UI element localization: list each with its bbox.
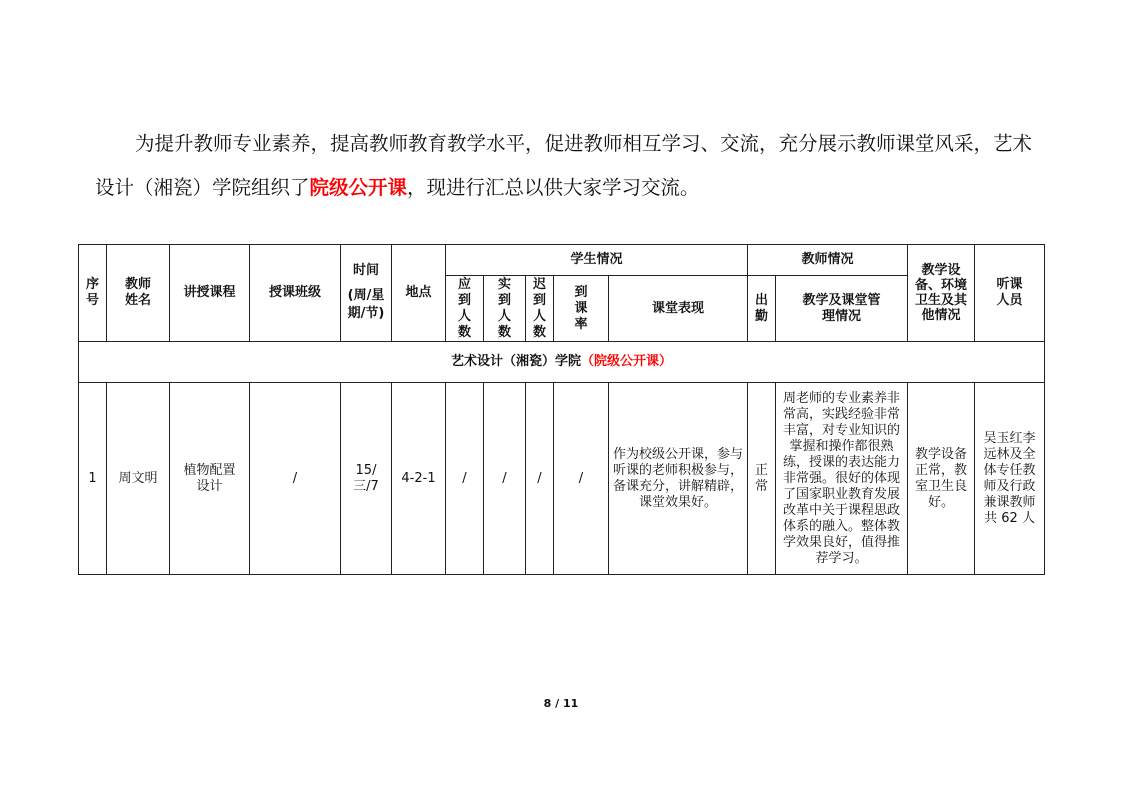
cell-performance: 作为校级公开课，参与听课的老师积极参与，备课充分，讲解精辟，课堂效果好。 (609, 383, 748, 575)
section-title-row (79, 342, 1045, 383)
cell-expected: / (446, 383, 484, 575)
header-late: 迟到人数 (526, 276, 554, 342)
header-facility: 教学设备、环境卫生及其他情况 (908, 245, 975, 342)
cell-seq: 1 (79, 383, 107, 575)
header-expected: 应到人数 (446, 276, 484, 342)
cell-attendance: 正常 (748, 383, 776, 575)
header-seq: 序号 (79, 245, 107, 342)
cell-place: 4-2-1 (392, 383, 446, 575)
intro-text-2: ，现进行汇总以供大家学习交流。 (407, 176, 700, 199)
header-teacher-group: 教师情况 (748, 245, 908, 276)
header-attendance: 出勤 (748, 276, 776, 342)
header-performance: 课堂表现 (609, 276, 748, 342)
cell-management: 周老师的专业素养非常高，实践经验非常丰富，对专业知识的掌握和操作都很熟练，授课的表达能力非常强。很好的体现了国家职业教育发展改革中关于课程思政体系的融入。整体教学效果良好，值得推荐学习。 (776, 383, 908, 575)
open-class-table (78, 244, 1045, 575)
page-number: 8 / 11 (543, 697, 579, 710)
cell-audience: 吴玉红李远林及全体专任教师及行政兼课教师共 62 人 (975, 383, 1045, 575)
header-management: 教学及课堂管理情况 (776, 276, 908, 342)
header-student-group: 学生情况 (446, 245, 748, 276)
header-class: 授课班级 (250, 245, 341, 342)
cell-teacher: 周文明 (107, 383, 170, 575)
cell-class: / (250, 383, 341, 575)
cell-rate: / (554, 383, 609, 575)
section-title-text: 艺术设计（湘瓷）学院 (451, 354, 582, 369)
header-actual: 实到人数 (484, 276, 526, 342)
cell-actual: / (484, 383, 526, 575)
cell-late: / (526, 383, 554, 575)
cell-facility: 教学设备正常，教室卫生良好。 (908, 383, 975, 575)
header-row-1 (79, 245, 1045, 276)
intro-paragraph (95, 122, 1035, 210)
header-time-sub: (周/星期/节) (347, 288, 385, 321)
header-audience: 听课人员 (975, 245, 1045, 342)
header-rate: 到课率 (554, 276, 609, 342)
header-teacher: 教师姓名 (107, 245, 170, 342)
cell-course: 植物配置设计 (170, 383, 250, 575)
section-title-highlight: （院级公开课） (581, 354, 673, 369)
intro-highlight: 院级公开课 (309, 176, 408, 199)
header-course: 讲授课程 (170, 245, 250, 342)
cell-time: 15/三/7 (341, 383, 392, 575)
header-place: 地点 (392, 245, 446, 342)
section-title (79, 342, 1045, 383)
intro-text-1: 为提升教师专业素养，提高教师教育教学水平，促进教师相互学习、交流，充分展示教师课堂风采，艺术设计（湘瓷）学院组织了 (95, 132, 1033, 199)
table-row (79, 383, 1045, 575)
header-time-title: 时间 (352, 263, 379, 278)
header-time (341, 245, 392, 342)
